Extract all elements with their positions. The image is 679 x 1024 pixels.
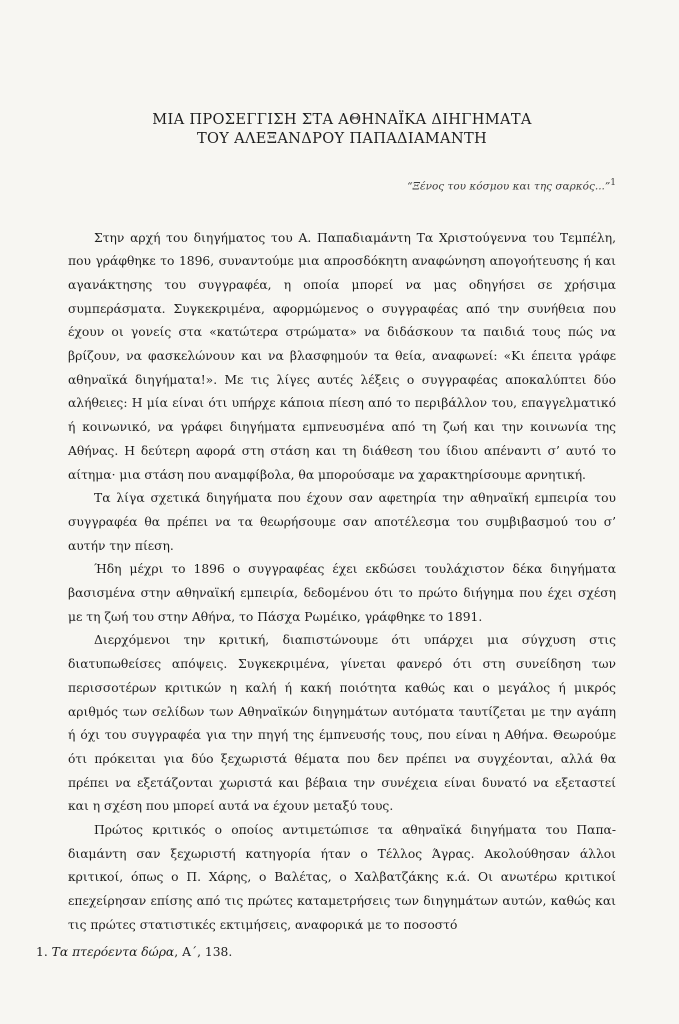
- footnote-title: Τα πτερόεντα δώρα: [51, 945, 175, 959]
- title-line-2: ΤΟΥ ΑΛΕΞΑΝΔΡΟΥ ΠΑΠΑΔΙΑΜΑΝΤΗ: [196, 130, 488, 147]
- page: [68, 0, 616, 938]
- footnote-ref: , Α΄, 138.: [174, 945, 233, 959]
- title-line-1: ΜΙΑ ΠΡΟΣΕΓΓΙΣΗ ΣΤΑ ΑΘΗΝΑΪΚΑ ΔΙΗΓΗΜΑΤΑ: [152, 111, 532, 128]
- paragraph-1: Στην αρχή του διηγήματος του Α. Παπαδιαμάντη Τα Χριστούγεννα του Τεμπέλη, που γράφθηκε το 1896, συναντούμε μια απροσδόκητη αναφώνηση απογοήτευσης ή και αγανάκτησης του συγγραφέα, η οποία μπορεί να μας οδηγήσει σε χρήσιμα συμπεράσματα. Συγκεκριμένα, αφορμώμενος ο συγγραφέας από την συνήθεια που έχουν οι γονείς στα «κατώτερα στρώματα» να διδάσκουν τα παιδιά τους πώς να βρίζουν, να φασκελώνουν και να βλασφημούν τα θεία, αναφωνεί: «Κι έπειτα γράφε αθηναϊκά διηγήματα!». Με τις λίγες αυτές λέξεις ο συγγραφέας αποκαλύπτει δύο αλήθειες: Η μία είναι ότι υπήρχε κάποια πίεση από το περιβάλλον του, επαγγελματικό ή κοινωνικό, να γράφει διηγήματα εμπνευσμένα από τη ζωή και την κοινωνία της Αθήνας. Η δεύτερη αφορά στη στάση και τη διάθεση του ίδιου απέναντι σ’ αυτό το αίτημα· μια στάση που αναμφίβολα, θα μπορούσαμε να χαρακτηρίσουμε αρνητική.: [68, 230, 616, 482]
- paragraph-2: Τα λίγα σχετικά διηγήματα που έχουν σαν αφετηρία την αθηναϊκή εμπειρία του συγγραφέα θα πρέπει να τα θεωρήσουμε σαν αποτέλεσμα του συμβιβασμού του σ’ αυτήν την πίεση.: [68, 491, 616, 553]
- paragraph-4: Διερχόμενοι την κριτική, διαπιστώνουμε ότι υπάρχει μια σύγχυση στις διατυπωθείσες απόψεις. Συγκεκριμένα, γίνεται φανερό ότι στη συνείδηση των περισσοτέρων κριτικών η καλή ή κακή ποιότητα καθώς και ο μεγάλος ή μικρός αριθμός των σελίδων των Αθηναϊκών διηγημάτων αυτόματα ταυτίζεται με την αγάπη ή όχι του συγγραφέα για την πηγή της έμπνευσής τους, που είναι η Αθήνα. Θεωρούμε ότι πρόκειται για δύο ξεχωριστά θέματα που δεν πρέπει να συγχέονται, αλλά θα πρέπει να εξετάζονται χωριστά και βέβαια την συνέχεια είναι δυνατό να εξεταστεί και η σχέση που μπορεί αυτά να έχουν μεταξύ τους.: [68, 633, 616, 814]
- footnote-number: 1.: [36, 945, 48, 959]
- article-title: [68, 110, 616, 148]
- article-body: [68, 227, 616, 938]
- footnote: [36, 945, 232, 959]
- paragraph-5: Πρώτος κριτικός ο οποίος αντιμετώπισε τα αθηναϊκά διηγήματα του Παπαδιαμάντη σαν ξεχωριστή κατηγορία ήταν ο Τέλλος Άγρας. Ακολούθησαν άλλοι κριτικοί, όπως ο Π. Χάρης, ο Βαλέτας, ο Χαλβατζάκης κ.ά. Οι ανωτέρω κριτικοί επεχείρησαν επίσης από τις πρώτες καταμετρήσεις των διηγημάτων αυτών, καθώς και τις πρώτες στατιστικές εκτιμήσεις, αναφορικά με το ποσοστό: [68, 823, 616, 932]
- epigraph: [68, 178, 616, 193]
- epigraph-text: “Ξένος του κόσμου και της σαρκός...”: [407, 180, 611, 193]
- epigraph-footnote-mark[interactable]: 1: [610, 178, 616, 188]
- paragraph-3: Ήδη μέχρι το 1896 ο συγγραφέας έχει εκδώσει τουλάχιστον δέκα διηγήματα βασισμένα στην αθηναϊκή εμπειρία, δεδομένου ότι το πρώτο διήγημα που έχει σχέση με τη ζωή του στην Αθήνα, το Πάσχα Ρωμέικο, γράφθηκε το 1891.: [68, 562, 616, 624]
